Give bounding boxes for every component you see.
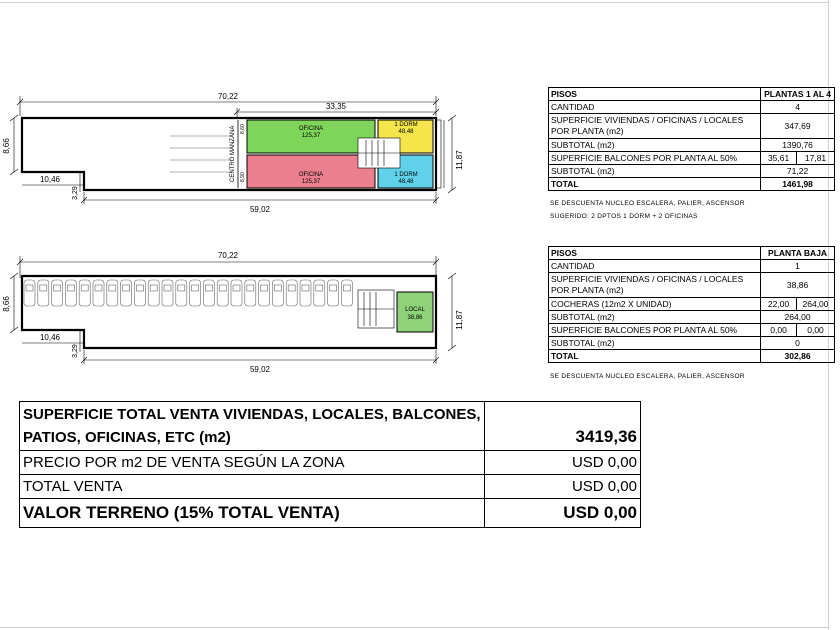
parking-stall-car — [26, 285, 33, 291]
parking-stall-car — [67, 285, 74, 291]
oficina-1-area: 125,37 — [301, 133, 321, 139]
t1-balcones-label: SUPERFICIE BALCONES POR PLANTA AL 50% — [549, 152, 761, 165]
t2-total-value: 302,86 — [761, 350, 835, 363]
t2-cocheras-a: 22,00 — [761, 298, 797, 311]
parking-stall — [341, 280, 352, 306]
parking-stall-car — [150, 285, 157, 291]
parking-stall — [52, 280, 63, 306]
summary-row1-value: 3419,36 — [485, 402, 641, 451]
t1-header-right: PLANTAS 1 AL 4 — [761, 88, 835, 101]
parking-stall — [328, 280, 339, 306]
dorm-1-label: 1 DORM — [394, 122, 418, 128]
t2-cantidad-label: CANTIDAD — [549, 260, 761, 273]
t2-sup-value: 38,86 — [761, 273, 835, 298]
parking-stall — [38, 280, 49, 306]
t1-note-1: SE DESCUENTA NUCLEO ESCALERA, PALIER, ASCENSOR — [550, 200, 745, 207]
table-plantas-1-4 — [548, 87, 835, 191]
table-planta-baja — [548, 246, 835, 363]
parking-stall — [162, 280, 173, 306]
parking-stall — [190, 280, 201, 306]
parking-stall-car — [123, 285, 130, 291]
parking-stall — [107, 280, 118, 306]
parking-stall-car — [205, 285, 212, 291]
local-area: 38,86 — [407, 315, 423, 321]
parking-stall — [134, 280, 145, 306]
dim-left-ground-text: 8,66 — [2, 296, 11, 312]
t2-balcones-label: SUPERFICIE BALCONES POR PLANTA AL 50% — [549, 324, 761, 337]
parking-stall — [314, 280, 325, 306]
parking-stall — [93, 280, 104, 306]
parking-stall-car — [40, 285, 47, 291]
dim-left-text: 8,66 — [2, 138, 11, 154]
parking-stall-car — [343, 285, 350, 291]
dim-total-ground-text: 70,22 — [217, 251, 239, 260]
parking-stall — [217, 280, 228, 306]
stair-core-ground — [358, 290, 394, 328]
t1-subtotal1-value: 1390,76 — [761, 139, 835, 152]
parking-stall — [24, 280, 35, 306]
t2-cocheras-label: COCHERAS (12m2 X UNIDAD) — [549, 298, 761, 311]
t2-subtotal2-label: SUBTOTAL (m2) — [549, 337, 761, 350]
t1-cantidad-label: CANTIDAD — [549, 101, 761, 114]
dim-small-ground-text: 3,29 — [72, 344, 79, 358]
parking-stall — [203, 280, 214, 306]
dorm-1-area: 48,48 — [398, 129, 414, 135]
oficina-2-area: 125,37 — [301, 179, 321, 185]
parking-stall-car — [233, 285, 240, 291]
sep-b: 8,90 — [240, 172, 246, 182]
summary-row3-value: USD 0,00 — [485, 475, 641, 499]
parking-stall-car — [316, 285, 323, 291]
t1-balcones-b: 17,81 — [797, 152, 835, 165]
parking-stall-car — [330, 285, 337, 291]
parking-stall — [65, 280, 76, 306]
floor-plan-ground — [0, 0, 540, 380]
t1-cantidad-value: 4 — [761, 101, 835, 114]
summary-row2-label: PRECIO POR m2 DE VENTA SEGÚN LA ZONA — [20, 451, 485, 475]
t2-sup-label: SUPERFICIE VIVIENDAS / OFICINAS / LOCALES POR PLANTA (m2) — [549, 273, 761, 298]
centro-manzana-label: CENTRO MANZANA — [230, 125, 236, 182]
parking-stall-car — [261, 285, 268, 291]
t2-note-1: SE DESCUENTA NUCLEO ESCALERA, PALIER, ASCENSOR — [550, 373, 745, 380]
summary-row1-label: SUPERFICIE TOTAL VENTA VIVIENDAS, LOCALES, BALCONES, PATIOS, OFICINAS, ETC (m2) — [20, 402, 485, 451]
parking-stalls — [24, 280, 352, 306]
parking-stall — [286, 280, 297, 306]
summary-row3-label: TOTAL VENTA — [20, 475, 485, 499]
parking-stall-car — [274, 285, 281, 291]
t2-subtotal2-value: 0 — [761, 337, 835, 350]
parking-stall — [231, 280, 242, 306]
summary-row4-value: USD 0,00 — [485, 499, 641, 528]
parking-stall-car — [219, 285, 226, 291]
t1-sup-value: 347,69 — [761, 114, 835, 139]
t1-total-value: 1461,98 — [761, 178, 835, 191]
parking-stall-car — [288, 285, 295, 291]
dorm-2-area: 48,48 — [398, 179, 414, 185]
t2-cantidad-value: 1 — [761, 260, 835, 273]
dim-small-text: 3,29 — [72, 186, 79, 200]
parking-stall-car — [192, 285, 199, 291]
parking-stall-car — [54, 285, 61, 291]
parking-stall-car — [136, 285, 143, 291]
dim-total-text: 70,22 — [217, 92, 239, 101]
dim-right-text: 11,87 — [455, 150, 464, 170]
oficina-1-label: OFICINA — [298, 126, 324, 132]
dimension-left-ground — [10, 273, 18, 333]
parking-stall — [272, 280, 283, 306]
dim-offset-ground-text: 10,46 — [39, 333, 61, 342]
parking-stall — [259, 280, 270, 306]
page-bottom-border — [0, 627, 828, 628]
t2-cocheras-b: 264,00 — [797, 298, 835, 311]
parking-stall-car — [81, 285, 88, 291]
t2-balcones-a: 0,00 — [761, 324, 797, 337]
dorm-2-label: 1 DORM — [394, 172, 418, 178]
parking-stall-car — [109, 285, 116, 291]
summary-row2-value: USD 0,00 — [485, 451, 641, 475]
t1-balcones-a: 35,61 — [761, 152, 797, 165]
parking-stall — [300, 280, 311, 306]
t2-subtotal1-label: SUBTOTAL (m2) — [549, 311, 761, 324]
t1-sup-label: SUPERFICIE VIVIENDAS / OFICINAS / LOCALES POR PLANTA (m2) — [549, 114, 761, 139]
parking-stall — [79, 280, 90, 306]
parking-stall — [245, 280, 256, 306]
parking-stall-car — [302, 285, 309, 291]
sep-a: 8,60 — [240, 124, 246, 134]
t2-header-right: PLANTA BAJA — [761, 247, 835, 260]
parking-stall — [121, 280, 132, 306]
parking-stall-car — [95, 285, 102, 291]
dim-right-ground-text: 11,87 — [455, 310, 464, 330]
summary-table — [19, 401, 641, 528]
dim-building-text: 33,35 — [325, 102, 347, 111]
parking-stall — [148, 280, 159, 306]
parking-stall-car — [178, 285, 185, 291]
t1-subtotal2-value: 71,22 — [761, 165, 835, 178]
t2-total-label: TOTAL — [549, 350, 761, 363]
dim-offset-text: 10,46 — [39, 175, 61, 184]
t1-subtotal1-label: SUBTOTAL (m2) — [549, 139, 761, 152]
t2-balcones-b: 0,00 — [797, 324, 835, 337]
oficina-2-label: OFICINA — [298, 172, 324, 178]
t1-note-2: SUGERIDO: 2 DPTOS 1 DORM + 2 OFICINAS — [550, 213, 698, 220]
t2-subtotal1-value: 264,00 — [761, 311, 835, 324]
dim-bottom-ground-text: 59,02 — [249, 365, 271, 374]
t2-header-left: PISOS — [549, 247, 761, 260]
dim-bottom-text: 59,02 — [249, 205, 271, 214]
parking-stall-car — [247, 285, 254, 291]
local-label: LOCAL — [405, 307, 425, 313]
parking-stall — [176, 280, 187, 306]
t1-total-label: TOTAL — [549, 178, 761, 191]
summary-row4-label: VALOR TERRENO (15% TOTAL VENTA) — [20, 499, 485, 528]
t1-header-left: PISOS — [549, 88, 761, 101]
t1-subtotal2-label: SUBTOTAL (m2) — [549, 165, 761, 178]
parking-stall-car — [164, 285, 171, 291]
